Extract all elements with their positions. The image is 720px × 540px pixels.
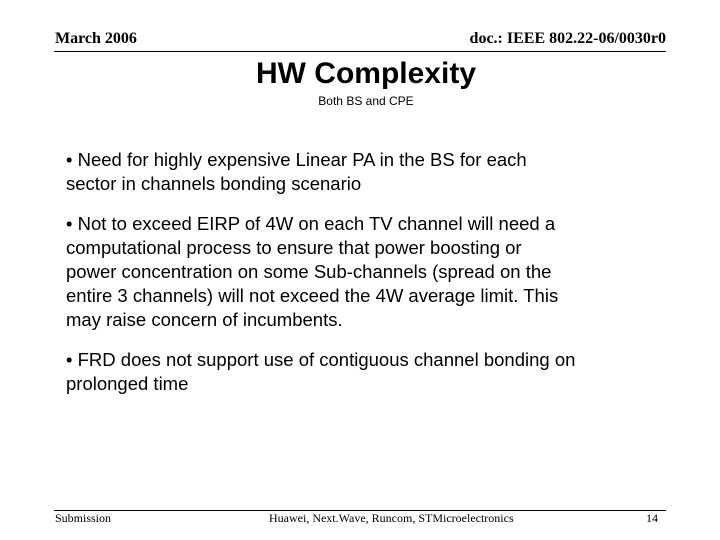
bullet-line: prolonged time xyxy=(66,373,189,394)
footer-page-number: 14 xyxy=(646,511,658,525)
header-date: March 2006 xyxy=(55,30,137,47)
bullet-line: sector in channels bonding scenario xyxy=(66,173,362,194)
bullet-line: entire 3 channels) will not exceed the 4W average limit. This xyxy=(66,285,559,306)
slide-title: HW Complexity xyxy=(255,57,477,90)
footer-authors: Huawei, Next.Wave, Runcom, STMicroelectronics xyxy=(269,511,514,525)
bullet-line: • Not to exceed EIRP of 4W on each TV channel will need a xyxy=(66,213,556,234)
header-document-id: doc.: IEEE 802.22-06/0030r0 xyxy=(469,30,666,47)
bullet-line: • Need for highly expensive Linear PA in the BS for each xyxy=(66,149,527,170)
bullet-line: computational process to ensure that power boosting or xyxy=(66,237,522,258)
bullet-item xyxy=(66,212,656,332)
bullet-line: power concentration on some Sub-channels (spread on the xyxy=(66,261,552,282)
bullet-line: • FRD does not support use of contiguous channel bonding on xyxy=(66,349,576,370)
header-divider xyxy=(54,51,666,52)
bullet-item xyxy=(66,148,656,196)
bullet-item xyxy=(66,348,656,396)
bullet-list xyxy=(66,148,656,412)
bullet-line: may raise concern of incumbents. xyxy=(66,309,343,330)
footer-submission: Submission xyxy=(55,511,112,525)
slide-subtitle: Both BS and CPE xyxy=(318,94,414,108)
